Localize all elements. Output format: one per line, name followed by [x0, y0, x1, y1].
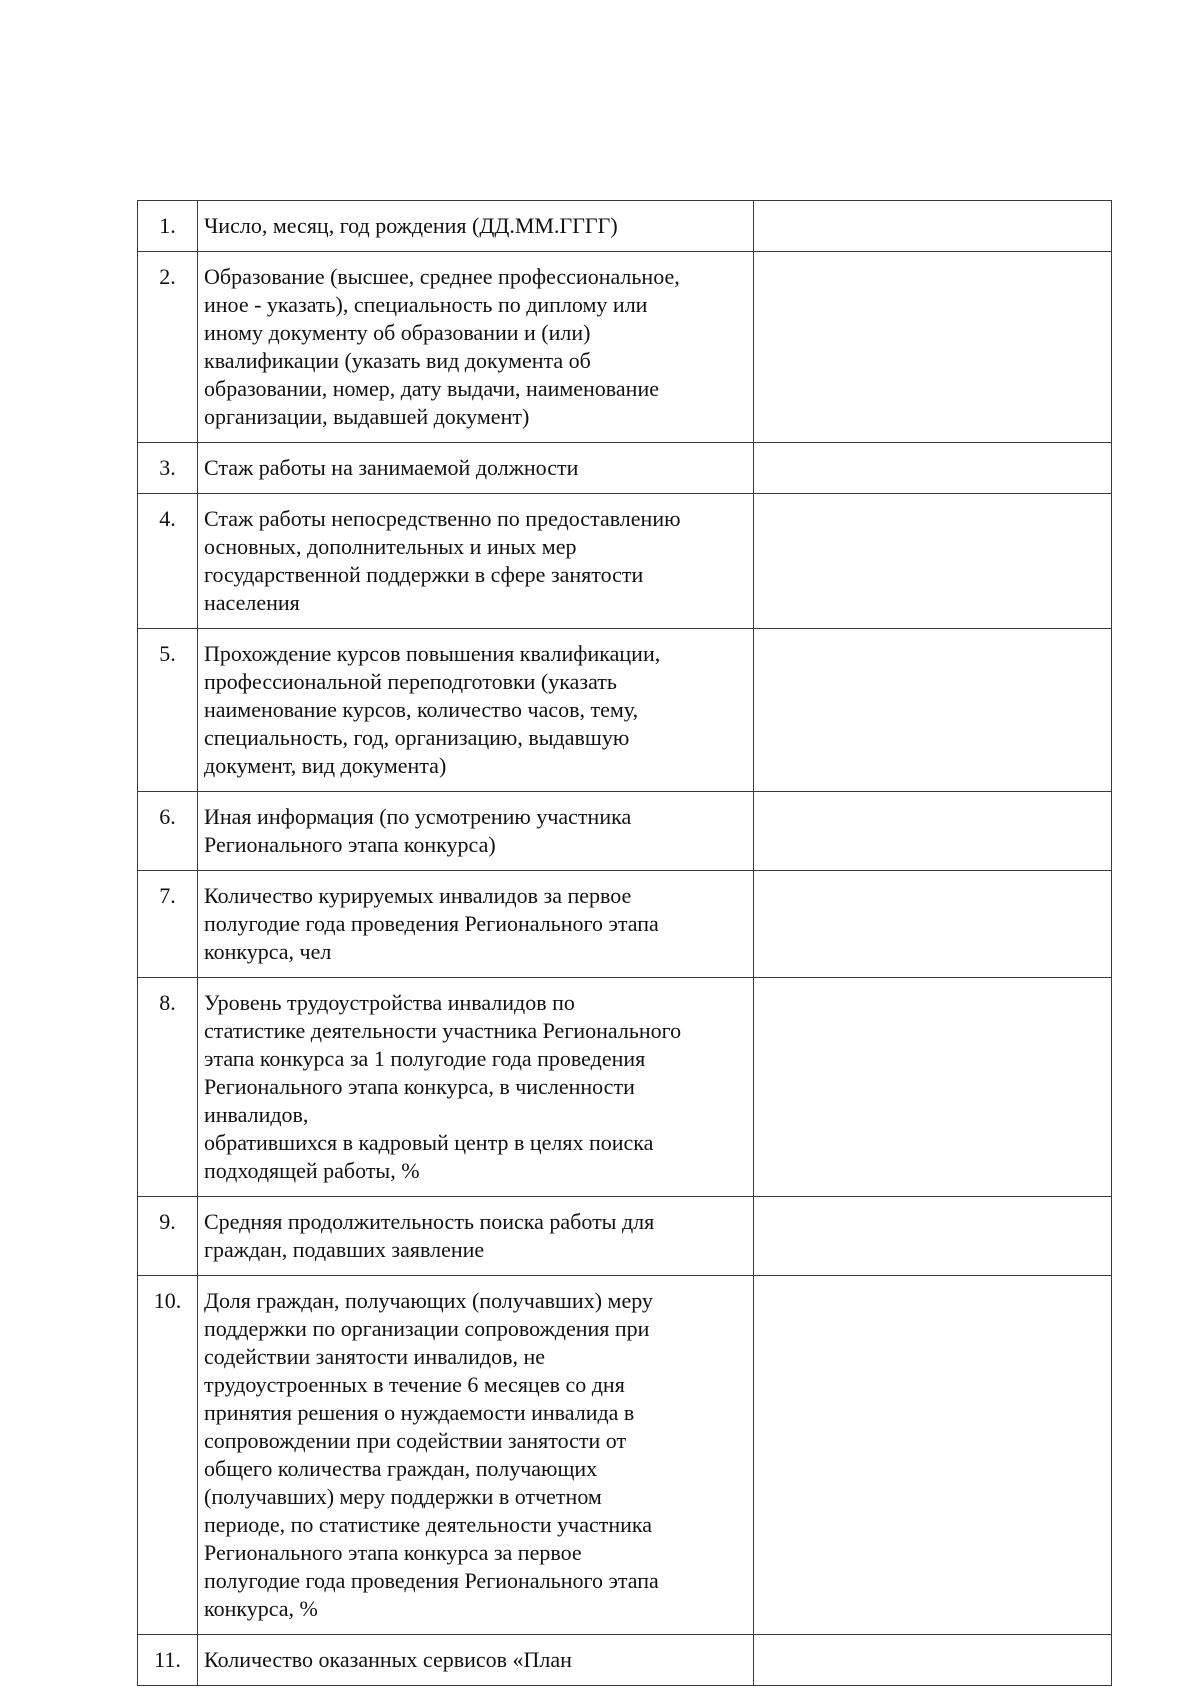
table-row [138, 252, 1112, 443]
row-number: 5. [138, 629, 198, 792]
questionnaire-table [137, 200, 1112, 1686]
row-description: Прохождение курсов повышения квалификации, профессиональной переподготовки (указать наименование курсов, количество часов, тему, специальность, год, организацию, выдавшую документ, вид документа) [198, 629, 754, 792]
table-row [138, 443, 1112, 494]
row-value-cell[interactable] [754, 443, 1112, 494]
row-description: Уровень трудоустройства инвалидов по статистике деятельности участника Регионального этапа конкурса за 1 полугодие года проведения Регионального этапа конкурса, в численности инвалидов, обратившихся в кадровый центр в целях поиска подходящей работы, % [198, 978, 754, 1197]
row-description: Иная информация (по усмотрению участника Регионального этапа конкурса) [198, 792, 754, 871]
row-value-cell[interactable] [754, 252, 1112, 443]
row-value-cell[interactable] [754, 1197, 1112, 1276]
table-row [138, 871, 1112, 978]
row-value-cell[interactable] [754, 1276, 1112, 1635]
row-number: 3. [138, 443, 198, 494]
row-value-cell[interactable] [754, 201, 1112, 252]
table-row [138, 1635, 1112, 1686]
table-row [138, 494, 1112, 629]
row-description: Образование (высшее, среднее профессиональное, иное - указать), специальность по диплому или иному документу об образовании и (или) квалификации (указать вид документа об образовании, номер, дату выдачи, наименование организации, выдавшей документ) [198, 252, 754, 443]
row-number: 11. [138, 1635, 198, 1686]
row-description: Число, месяц, год рождения (ДД.ММ.ГГГГ) [198, 201, 754, 252]
row-value-cell[interactable] [754, 1635, 1112, 1686]
row-number: 4. [138, 494, 198, 629]
row-description: Стаж работы на занимаемой должности [198, 443, 754, 494]
row-description: Средняя продолжительность поиска работы для граждан, подавших заявление [198, 1197, 754, 1276]
table-row [138, 1197, 1112, 1276]
table-row [138, 629, 1112, 792]
row-number: 9. [138, 1197, 198, 1276]
table-row [138, 201, 1112, 252]
row-description: Количество курируемых инвалидов за первое полугодие года проведения Регионального этапа конкурса, чел [198, 871, 754, 978]
row-value-cell[interactable] [754, 792, 1112, 871]
table-row [138, 792, 1112, 871]
row-number: 6. [138, 792, 198, 871]
row-number: 1. [138, 201, 198, 252]
row-number: 8. [138, 978, 198, 1197]
row-number: 2. [138, 252, 198, 443]
table-row [138, 1276, 1112, 1635]
row-value-cell[interactable] [754, 871, 1112, 978]
row-value-cell[interactable] [754, 629, 1112, 792]
row-description: Доля граждан, получающих (получавших) меру поддержки по организации сопровождения при содействии занятости инвалидов, не трудоустроенных в течение 6 месяцев со дня принятия решения о нуждаемости инвалида в сопровождении при содействии занятости от общего количества граждан, получающих (получавших) меру поддержки в отчетном периоде, по статистике деятельности участника Регионального этапа конкурса за первое полугодие года проведения Регионального этапа конкурса, % [198, 1276, 754, 1635]
row-number: 10. [138, 1276, 198, 1635]
table-row [138, 978, 1112, 1197]
row-value-cell[interactable] [754, 978, 1112, 1197]
row-value-cell[interactable] [754, 494, 1112, 629]
row-description: Количество оказанных сервисов «План [198, 1635, 754, 1686]
row-number: 7. [138, 871, 198, 978]
row-description: Стаж работы непосредственно по предоставлению основных, дополнительных и иных мер государственной поддержки в сфере занятости населения [198, 494, 754, 629]
